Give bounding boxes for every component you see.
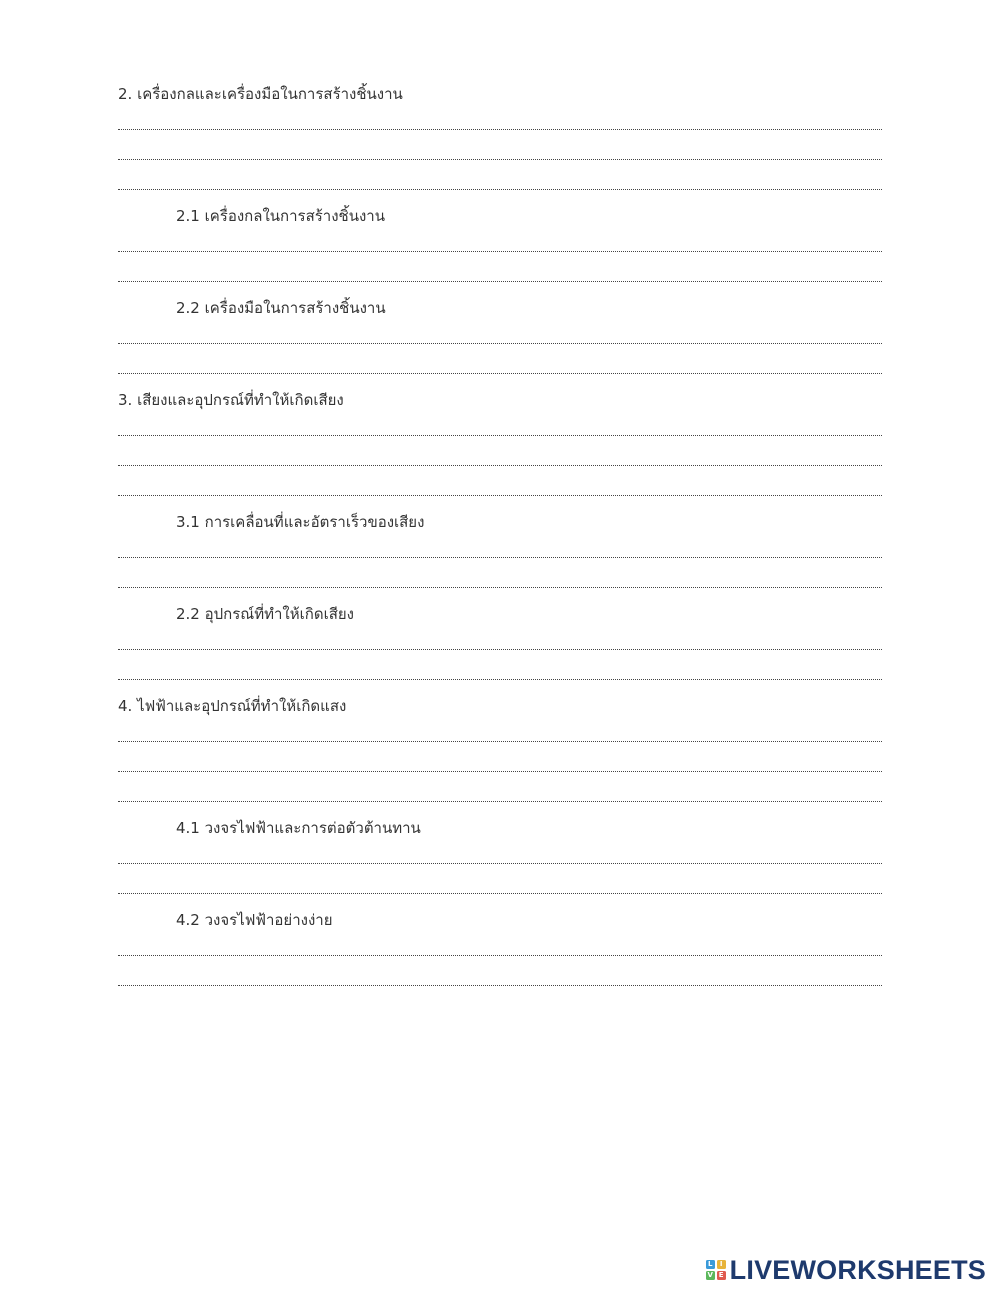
section-s3 [118,390,882,512]
section-heading: 4. ไฟฟ้าและอุปกรณ์ที่ทำให้เกิดแสง [118,697,347,715]
worksheet-body [118,84,882,1002]
answer-line[interactable] [118,465,882,467]
section-s4-1 [118,818,882,910]
answer-line[interactable] [118,649,882,651]
section-s4 [118,696,882,818]
section-heading: 2.2 อุปกรณ์ที่ทำให้เกิดเสียง [176,605,354,623]
answer-line[interactable] [118,893,882,895]
section-heading: 3.1 การเคลื่อนที่และอัตราเร็วของเสียง [176,513,425,531]
section-heading: 3. เสียงและอุปกรณ์ที่ทำให้เกิดเสียง [118,391,344,409]
answer-line[interactable] [118,679,882,681]
answer-line[interactable] [118,741,882,743]
section-heading: 4.1 วงจรไฟฟ้าและการต่อตัวต้านทาน [176,819,421,837]
logo-tile: E [717,1271,726,1280]
answer-line[interactable] [118,373,882,375]
answer-line[interactable] [118,863,882,865]
section-s2 [118,84,882,206]
section-heading: 2.1 เครื่องกลในการสร้างชิ้นงาน [176,207,385,225]
answer-line[interactable] [118,587,882,589]
answer-line[interactable] [118,985,882,987]
answer-line[interactable] [118,159,882,161]
section-s2-1 [118,206,882,298]
liveworksheets-logo-icon [706,1260,726,1280]
section-s2-2 [118,298,882,390]
answer-line[interactable] [118,495,882,497]
answer-line[interactable] [118,771,882,773]
section-s3-1 [118,512,882,604]
liveworksheets-logo [706,1255,986,1285]
answer-line[interactable] [118,281,882,283]
answer-line[interactable] [118,251,882,253]
liveworksheets-brand-text: LIVEWORKSHEETS [729,1255,986,1285]
logo-tile: I [717,1260,726,1269]
section-s3-2 [118,604,882,696]
logo-tile: V [707,1271,713,1279]
answer-line[interactable] [118,435,882,437]
answer-line[interactable] [118,557,882,559]
section-heading: 2. เครื่องกลและเครื่องมือในการสร้างชิ้นงาน [118,85,403,103]
answer-line[interactable] [118,189,882,191]
section-heading: 2.2 เครื่องมือในการสร้างชิ้นงาน [176,299,386,317]
logo-tile: L [706,1260,715,1269]
section-heading: 4.2 วงจรไฟฟ้าอย่างง่าย [176,911,333,929]
answer-line[interactable] [118,129,882,131]
answer-line[interactable] [118,955,882,957]
section-s4-2 [118,910,882,1002]
answer-line[interactable] [118,801,882,803]
answer-line[interactable] [118,343,882,345]
